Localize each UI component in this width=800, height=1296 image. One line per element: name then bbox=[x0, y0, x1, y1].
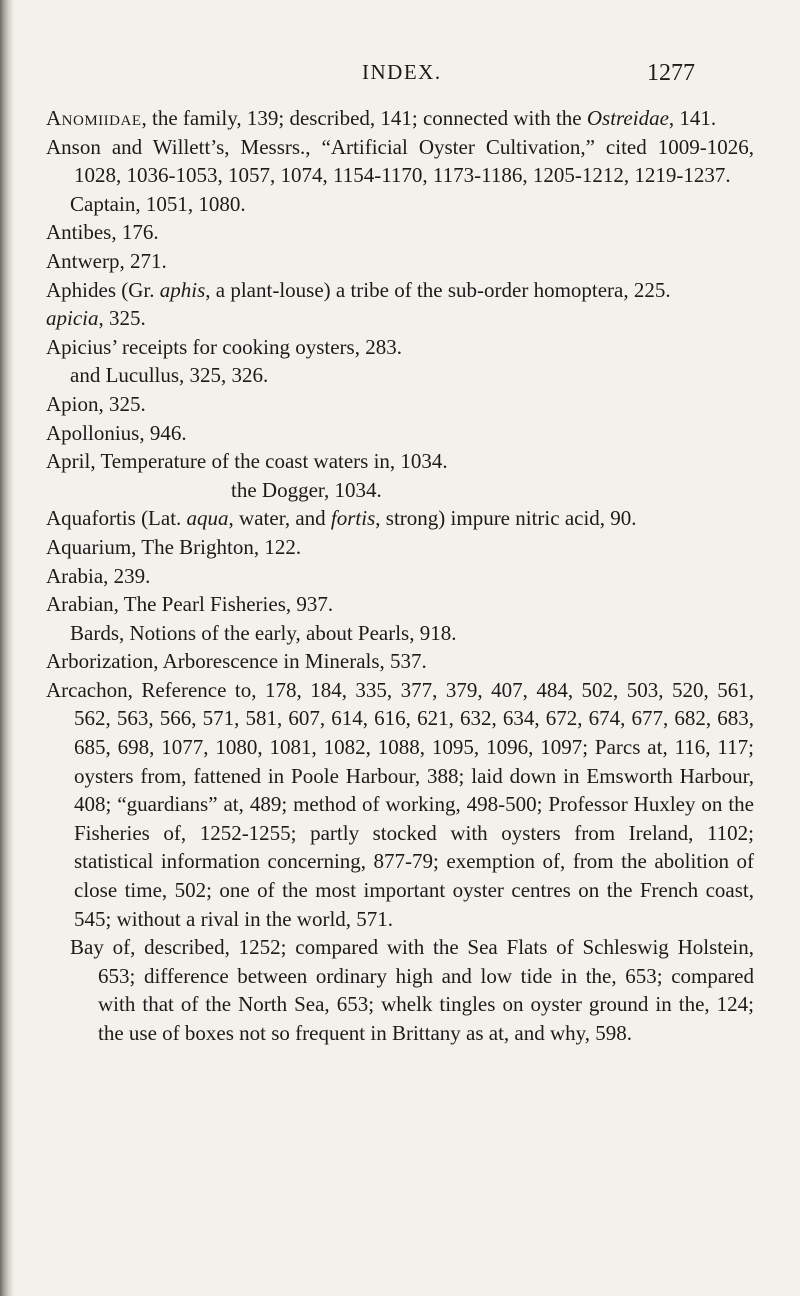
index-entry bbox=[46, 276, 754, 305]
index-entry bbox=[46, 218, 754, 247]
entry-text: , the family, 139; described, 141; connected with the bbox=[141, 106, 587, 130]
page-header bbox=[0, 60, 800, 94]
entry-text: Bards, Notions of the early, about Pearls, 918. bbox=[70, 620, 457, 645]
entry-text: Aquarium, The Brighton, 122. bbox=[46, 534, 302, 559]
page-number: 1277 bbox=[647, 60, 695, 86]
index-subentry bbox=[46, 933, 754, 1047]
index-entry bbox=[46, 419, 754, 448]
index-entry bbox=[46, 333, 754, 362]
entry-text: Arabia, 239. bbox=[46, 563, 151, 588]
entry-text: , 325. bbox=[98, 306, 146, 331]
entry-text: , 141. bbox=[668, 106, 717, 130]
index-subentry bbox=[46, 361, 754, 390]
entry-text: , strong) impure nitric acid, 90. bbox=[375, 506, 637, 531]
headword: Anomiidae bbox=[46, 106, 142, 130]
index-subentry bbox=[46, 476, 754, 505]
index-entry bbox=[46, 304, 754, 333]
index-entries bbox=[46, 104, 754, 1048]
entry-text: Aquafortis (Lat. bbox=[46, 506, 187, 531]
entry-text: Bay of, described, 1252; compared with the Sea Flats of Schleswig Holstein, 653; difference between ordinary high and low tide in the, 653; compared with that of the North Sea, 653; whelk tingles on oyster ground in the, 124; the use of boxes not so frequent in Brittany as at, and why, 598. bbox=[70, 935, 754, 1045]
binding-gutter-shadow bbox=[0, 0, 14, 1296]
entry-text: Arcachon, Reference to, 178, 184, 335, 377, 379, 407, 484, 502, 503, 520, 561, 562, 563, 566, 571, 581, 607, 614, 616, 621, 632, 634, 672, 674, 677, 682, 683, 685, 698, 1077, 1080, 1081, 1082, 1088, 1095, 1096, 1097; Parcs at, 116, 117; oysters from, fattened in Poole Harbour, 388; laid down in Emsworth Harbour, 408; “guardians” at, 489; method of working, 498-500; Professor Huxley on the Fisheries of, 1252-1255; partly stocked with oysters from Ireland, 1102; statistical information concerning, 877-79; exemption of, from the abolition of close time, 502; one of the most important oyster centres on the French coast, 545; without a rival in the world, 571. bbox=[46, 677, 754, 931]
index-entry bbox=[46, 104, 754, 133]
entry-text: Antibes, 176. bbox=[46, 220, 159, 245]
index-entry bbox=[46, 133, 754, 190]
index-entry bbox=[46, 390, 754, 419]
index-entry bbox=[46, 447, 754, 476]
index-entry bbox=[46, 247, 754, 276]
entry-text: Arborization, Arborescence in Minerals, 537. bbox=[46, 649, 427, 674]
index-subentry bbox=[46, 190, 754, 219]
entry-text: Anson and Willett’s, Messrs., “Artificial Oyster Cultivation,” cited 1009-1026, 1028, 1036-1053, 1057, 1074, 1154-1170, 1173-1186, 1205-1212, 1219-1237. bbox=[46, 134, 754, 188]
italic-term: apicia bbox=[46, 306, 99, 331]
entry-text: , water, and bbox=[228, 506, 331, 531]
entry-text: Captain, 1051, 1080. bbox=[70, 191, 246, 216]
entry-text: Aphides (Gr. bbox=[46, 277, 160, 302]
entry-text: and Lucullus, 325, 326. bbox=[70, 363, 269, 388]
italic-term: Ostreidae bbox=[586, 106, 669, 130]
italic-term: aqua bbox=[186, 506, 229, 531]
italic-term: fortis bbox=[330, 506, 376, 531]
entry-text: Apicius’ receipts for cooking oysters, 283. bbox=[46, 334, 402, 359]
index-entry bbox=[46, 504, 754, 533]
index-entry bbox=[46, 647, 754, 676]
entry-text: the Dogger, 1034. bbox=[231, 477, 382, 502]
index-entry bbox=[46, 533, 754, 562]
index-subentry bbox=[46, 619, 754, 648]
entry-text: , a plant-louse) a tribe of the sub-order homoptera, 225. bbox=[205, 277, 671, 302]
entry-text: Apion, 325. bbox=[46, 391, 146, 416]
entry-text: Apollonius, 946. bbox=[46, 420, 187, 445]
entry-text: April, Temperature of the coast waters in, 1034. bbox=[46, 449, 448, 474]
index-entry bbox=[46, 590, 754, 619]
entry-text: Antwerp, 271. bbox=[46, 248, 167, 273]
index-entry bbox=[46, 562, 754, 591]
entry-text: Arabian, The Pearl Fisheries, 937. bbox=[46, 592, 334, 617]
index-entry bbox=[46, 676, 754, 933]
italic-term: aphis bbox=[159, 277, 206, 302]
running-head: INDEX. bbox=[362, 60, 442, 84]
